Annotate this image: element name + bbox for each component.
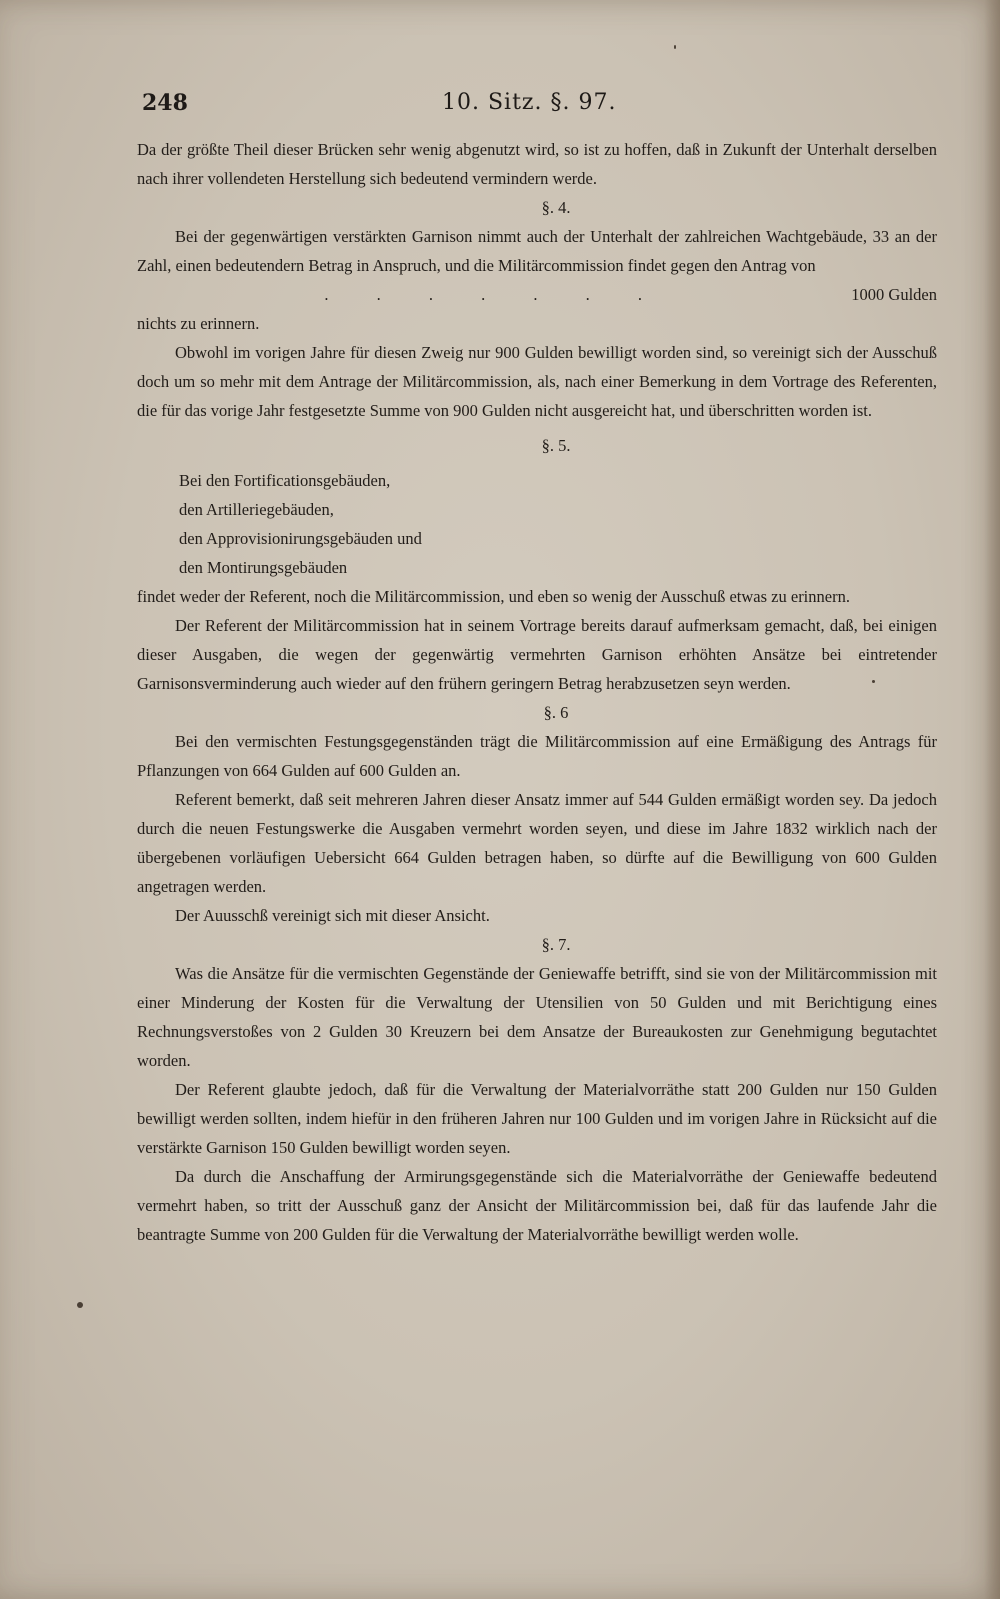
section-heading: §. 6 (543, 703, 569, 722)
ink-speck (674, 45, 676, 49)
section-heading: §. 4. (541, 198, 571, 217)
list-item: Bei den Fortificationsgebäuden, (179, 471, 391, 490)
ink-speck (872, 680, 875, 683)
list-item: den Montirungsgebäuden (179, 558, 348, 577)
paragraph: Obwohl im vorigen Jahre für diesen Zweig nur 900 Gulden bewilligt worden sind, so vereinigt sich der Ausschuß doch um so mehr mit dem Antrage der Militärcommission, als, nach einer Bemerkung in dem Vortrage des Referenten, die für das vorige Jahr festgesetzte Summe von 900 Gulden nicht ausgereicht hat, und überschritten worden ist. (137, 343, 937, 420)
paragraph: Bei den vermischten Festungsgegenständen trägt die Militärcommission auf eine Ermäßigung des Antrags für Pflanzungen von 664 Gulden auf 600 Gulden an. (137, 732, 937, 780)
building-list (137, 466, 937, 582)
list-item: den Artilleriegebäuden, (179, 500, 334, 519)
page-edge-shadow (984, 0, 1000, 1599)
page-number: 248 (142, 90, 188, 116)
paragraph: Da durch die Anschaffung der Armirungsgegenstände sich die Materialvorräthe der Geniewaffe bedeutend vermehrt haben, so tritt der Ausschuß ganz der Ansicht der Militärcommission bei, daß für das laufende Jahr die beantragte Summe von 200 Gulden für die Verwaltung der Materialvorräthe bewilligt werden wolle. (137, 1167, 937, 1244)
paragraph: Der Auusschß vereinigt sich mit dieser Ansicht. (175, 906, 490, 925)
list-item: den Approvisionirungsgebäuden und (179, 529, 422, 548)
amount-line (137, 280, 937, 309)
paragraph: Der Referent glaubte jedoch, daß für die Verwaltung der Materialvorräthe statt 200 Gulden nur 150 Gulden bewilligt werden sollten, indem hiefür in den früheren Jahren nur 100 Gulden und im vorigen Jahre in Rücksicht auf die verstärkte Garnison 150 Gulden bewilligt worden seyen. (137, 1080, 937, 1157)
amount-value: 1000 Gulden (851, 285, 937, 304)
paragraph: Da der größte Theil dieser Brücken sehr wenig abgenutzt wird, so ist zu hoffen, daß in Zukunft der Unterhalt derselben nach ihrer vollendeten Herstellung sich bedeutend vermindern werde. (137, 140, 937, 188)
running-head: 10. Sitz. §. 97. (442, 90, 617, 115)
paragraph: findet weder der Referent, noch die Militärcommission, und eben so wenig der Ausschuß etwas zu erinnern. (137, 587, 850, 606)
paragraph: nichts zu erinnern. (137, 314, 260, 333)
page-body (137, 135, 937, 1249)
page-header (142, 90, 937, 130)
paragraph: Referent bemerkt, daß seit mehreren Jahren dieser Ansatz immer auf 544 Gulden ermäßigt worden sey. Da jedoch durch die neuen Festungswerke die Ausgaben vermehrt worden seyen, und diese im Jahre 1832 wirklich nach der übergebenen vorläufigen Uebersicht 664 Gulden betragen haben, so dürfte auf die Bewilligung von 600 Gulden angetragen werden. (137, 790, 937, 896)
section-heading: §. 7. (541, 935, 571, 954)
paragraph: Der Referent der Militärcommission hat in seinem Vortrage bereits darauf aufmerksam gemacht, daß, bei einigen dieser Ausgaben, die wegen der gegenwärtig vermehrten Garnison erhöhten Ansätze bei eintretender Garnisonsverminderung auch wieder auf den frühern geringern Betrag herabzusetzen seyn werden. (137, 616, 937, 693)
section-heading: §. 5. (541, 436, 571, 455)
leader-dots: . . . . . . . (324, 285, 664, 304)
paragraph: Was die Ansätze für die vermischten Gegenstände der Geniewaffe betrifft, sind sie von der Militärcommission mit einer Minderung der Kosten für die Verwaltung der Utensilien von 50 Gulden und mit Berichtigung eines Rechnungsverstoßes von 2 Gulden 30 Kreuzern bei dem Ansatze der Bureaukosten zur Genehmigung begutachtet worden. (137, 964, 937, 1070)
ink-speck (77, 1302, 83, 1308)
paragraph: Bei der gegenwärtigen verstärkten Garnison nimmt auch der Unterhalt der zahlreichen Wachtgebäude, 33 an der Zahl, einen bedeutendern Betrag in Anspruch, und die Militärcommission findet gegen den Antrag von (137, 227, 937, 275)
